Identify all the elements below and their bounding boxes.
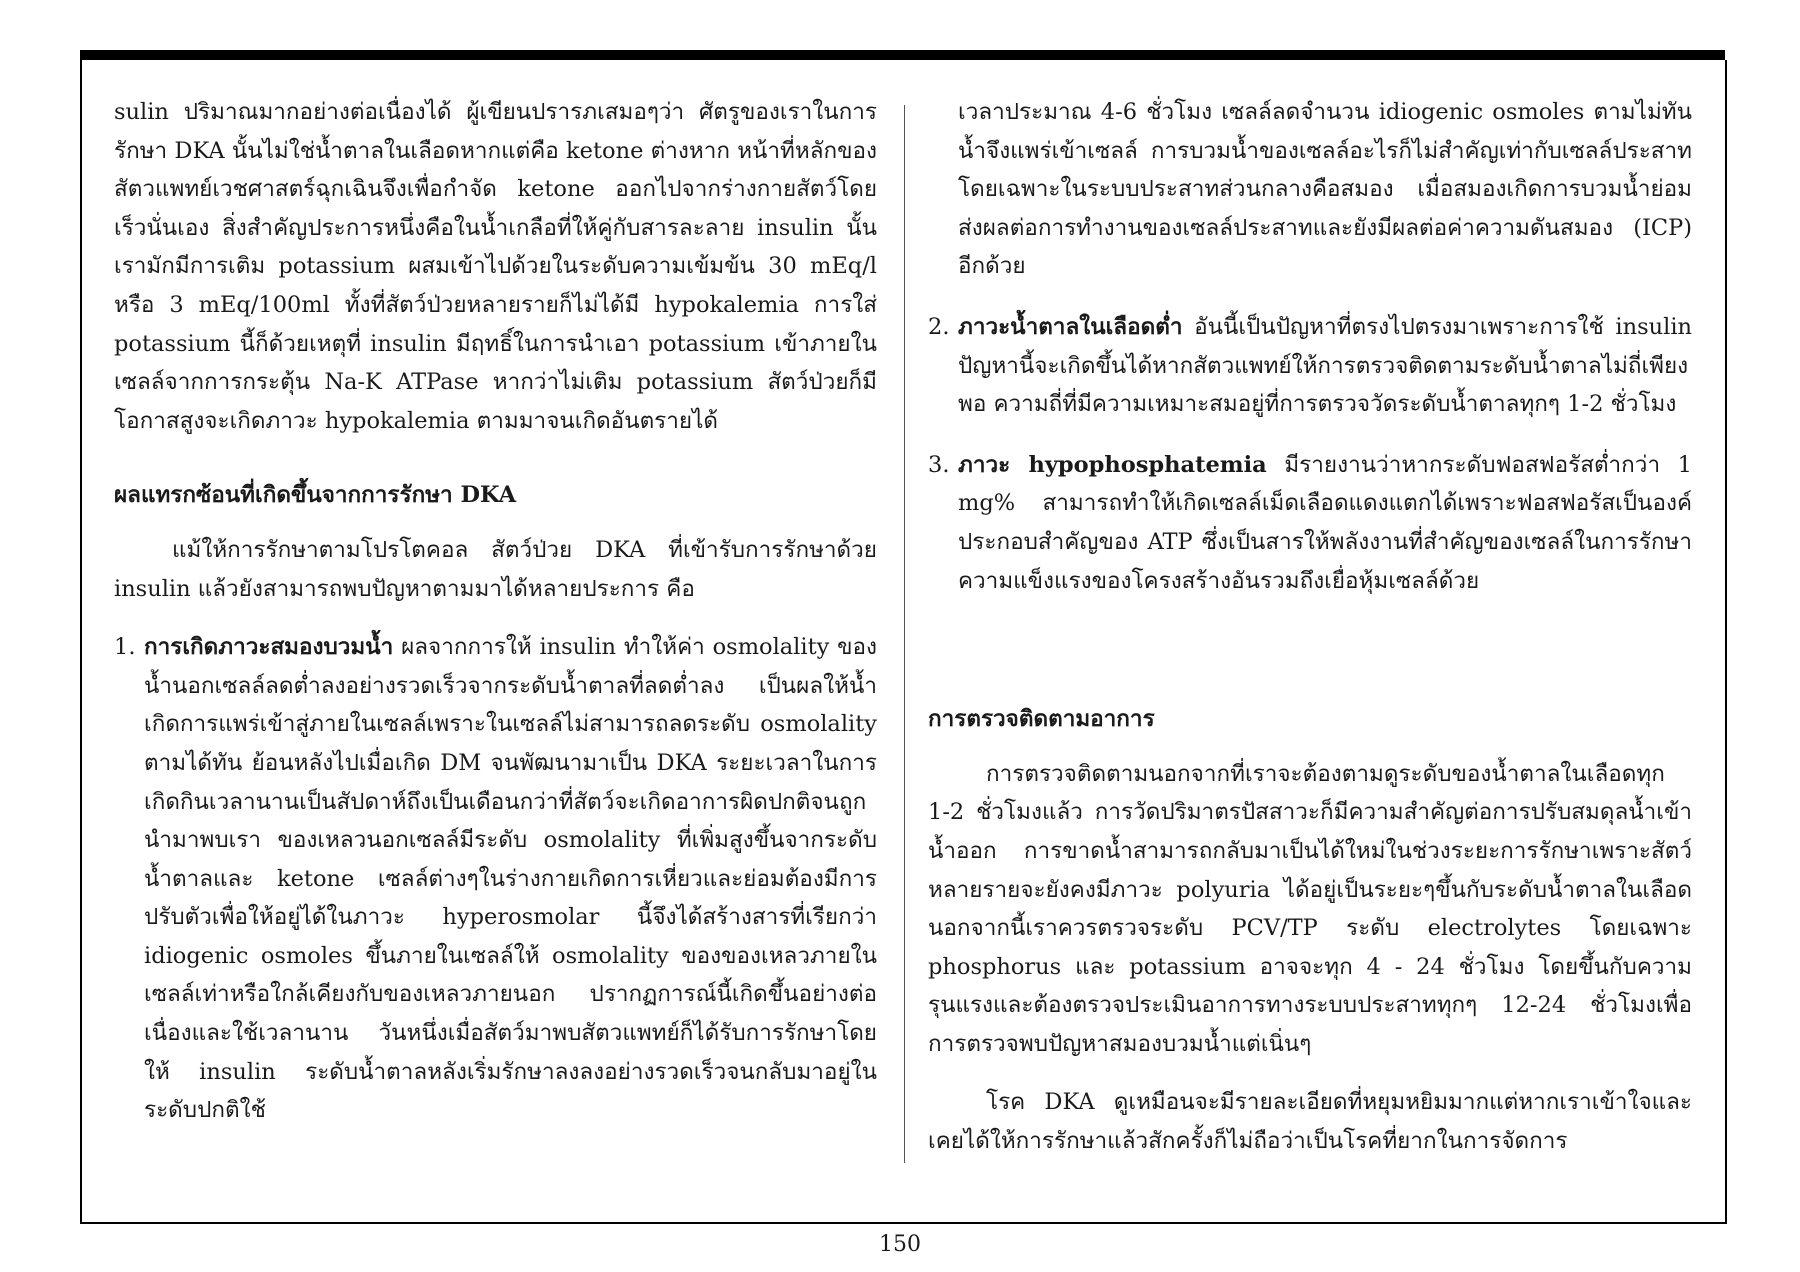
list-item-text: อันนี้เป็นปัญหาที่ตรงไปตรงมาเพราะการใช้ insulin ปัญหานี้จะเกิดขึ้นได้หากสัตวแพทย์ให้การตรวจติดตามระดับน้ำตาลไม่ถี่เพียงพอ ความถี่ที่มีความเหมาะสมอยู่ที่การตรวจวัดระดับน้ำตาลทุกๆ 1-2 ชั่วโมง [958, 313, 1693, 418]
complications-list-continued [928, 308, 1692, 600]
list-item-term: ภาวะ hypophosphatemia [958, 451, 1267, 478]
list-item-hypoglycemia [928, 308, 1692, 424]
list-item-text: ผลจากการให้ insulin ทำให้ค่า osmolality ของน้ำนอกเซลล์ลดต่ำลงอย่างรวดเร็วจากระดับน้ำตาลที่ลดต่ำลง เป็นผลให้น้ำเกิดการแพร่เข้าสู่ภายในเซลล์เพราะในเซลล์ไม่สามารถลดระดับ osmolality ตามได้ทัน ย้อนหลังไปเมื่อเกิด DM จนพัฒนามาเป็น DKA ระยะเวลาในการเกิดกินเวลานานเป็นสัปดาห์ถึงเป็นเดือนกว่าที่สัตว์จะเกิดอาการผิดปกติจนถูกนำมาพบเรา ของเหลวนอกเซลล์มีระดับ osmolality ที่เพิ่มสูงขึ้นจากระดับน้ำตาลและ ketone เซลล์ต่างๆในร่างกายเกิดการเหี่ยวและย่อมต้องมีการปรับตัวเพื่อให้อยู่ได้ในภาวะ hyperosmolar นี้จึงได้สร้างสารที่เรียกว่า idiogenic osmoles ขึ้นภายในเซลล์ให้ osmolality ของของเหลวภายในเซลล์เท่าหรือใกล้เคียงกับของเหลวภายนอก ปรากฏการณ์นี้เกิดขึ้นอย่างต่อเนื่องและใช้เวลานาน วันหนึ่งเมื่อสัตว์มาพบสัตวแพทย์ก็ได้รับการรักษาโดยให้ insulin ระดับน้ำตาลหลังเริ่มรักษาลงลงอย่างรวดเร็วจนกลับมาอยู่ในระดับปกติใช้ [144, 634, 877, 1124]
top-rule [80, 50, 1725, 60]
list-item-number: 1. [114, 634, 136, 661]
left-column [114, 93, 877, 1130]
continuation-paragraph: เวลาประมาณ 4-6 ชั่วโมง เซลล์ลดจำนวน idiogenic osmoles ตามไม่ทันน้ำจึงแพร่เข้าเซลล์ การบวมน้ำของเซลล์อะไรก็ไม่สำคัญเท่ากับเซลล์ประสาทโดยเฉพาะในระบบประสาทส่วนกลางคือสมอง เมื่อสมองเกิดการบวมน้ำย่อมส่งผลต่อการทำงานของเซลล์ประสาทและยังมีผลต่อค่าความดันสมอง (ICP) อีกด้วย [958, 99, 1692, 280]
closing-paragraph: โรค DKA ดูเหมือนจะมีรายละเอียดที่หยุมหยิมมากแต่หากเราเข้าใจและเคยได้ให้การรักษาแล้วสักครั้งก็ไม่ถือว่าเป็นโรคที่ยากในการจัดการ [928, 1089, 1692, 1155]
right-column [928, 93, 1692, 1161]
monitoring-paragraph: การตรวจติดตามนอกจากที่เราจะต้องตามดูระดับของน้ำตาลในเลือดทุก 1-2 ชั่วโมงแล้ว การวัดปริมาตรปัสสาวะก็มีความสำคัญต่อการปรับสมดุลน้ำเข้าน้ำออก การขาดน้ำสามารถกลับมาเป็นได้ใหม่ในช่วงระยะการรักษาเพราะสัตว์หลายรายจะยังคงมีภาวะ polyuria ได้อยู่เป็นระยะๆขึ้นกับระดับน้ำตาลในเลือด นอกจากนี้เราควรตรวจระดับ PCV/TP ระดับ electrolytes โดยเฉพาะ phosphorus และ potassium อาจจะทุก 4 - 24 ชั่วโมง โดยขึ้นกับความรุนแรงและต้องตรวจประเมินอาการทางระบบประสาททุกๆ 12-24 ชั่วโมงเพื่อการตรวจพบปัญหาสมองบวมน้ำแต่เนิ่นๆ [928, 760, 1692, 1057]
list-item-term: ภาวะน้ำตาลในเลือดต่ำ [958, 313, 1183, 340]
column-divider [904, 105, 905, 1163]
list-item-number: 2. [928, 313, 950, 340]
intro-paragraph: sulin ปริมาณมากอย่างต่อเนื่องได้ ผู้เขียนปรารภเสมอๆว่า ศัตรูของเราในการรักษา DKA นั้นไม่ใช่น้ำตาลในเลือดหากแต่คือ ketone ต่างหาก หน้าที่หลักของสัตวแพทย์เวชศาสตร์ฉุกเฉินจึงเพื่อกำจัด ketone ออกไปจากร่างกายสัตว์โดยเร็วนั่นเอง สิ่งสำคัญประการหนึ่งคือในน้ำเกลือที่ให้คู่กับสารละลาย insulin นั้นเรามักมีการเติม potassium ผสมเข้าไปด้วยในระดับความเข้มข้น 30 mEq/l หรือ 3 mEq/100ml ทั้งที่สัตว์ป่วยหลายรายก็ไม่ได้มี hypokalemia การใส่ potassium นี้ก็ด้วยเหตุที่ insulin มีฤทธิ์ในการนำเอา potassium เข้าภายในเซลล์จากการกระตุ้น Na-K ATPase หากว่าไม่เติม potassium สัตว์ป่วยก็มีโอกาสสูงจะเกิดภาวะ hypokalemia ตามมาจนเกิดอันตรายได้ [114, 99, 877, 434]
page-number: 150 [879, 1232, 921, 1257]
list-item-number: 3. [928, 451, 950, 478]
section-heading-monitoring: การตรวจติดตามอาการ [928, 706, 1155, 733]
lead-paragraph: แม้ให้การรักษาตามโปรโตคอล สัตว์ป่วย DKA ที่เข้ารับการรักษาด้วย insulin แล้วยังสามารถพบปัญหาตามมาได้หลายประการ คือ [114, 536, 877, 602]
list-item-cerebral-edema [114, 628, 877, 1130]
list-item-hypophosphatemia [928, 446, 1692, 600]
section-heading-complications: ผลแทรกซ้อนที่เกิดขึ้นจากการรักษา DKA [114, 482, 517, 509]
complications-list [114, 628, 877, 1130]
list-item-term: การเกิดภาวะสมองบวมน้ำ [144, 634, 394, 661]
list-item-text: มีรายงานว่าหากระดับฟอสฟอรัสต่ำกว่า 1 mg% สามารถทำให้เกิดเซลล์เม็ดเลือดแดงแตกได้เพราะฟอสฟอรัสเป็นองค์ประกอบสำคัญของ ATP ซึ่งเป็นสารให้พลังงานที่สำคัญของเซลล์ในการรักษาความแข็งแรงของโครงสร้างอันรวมถึงเยื่อหุ้มเซลล์ด้วย [958, 451, 1692, 594]
